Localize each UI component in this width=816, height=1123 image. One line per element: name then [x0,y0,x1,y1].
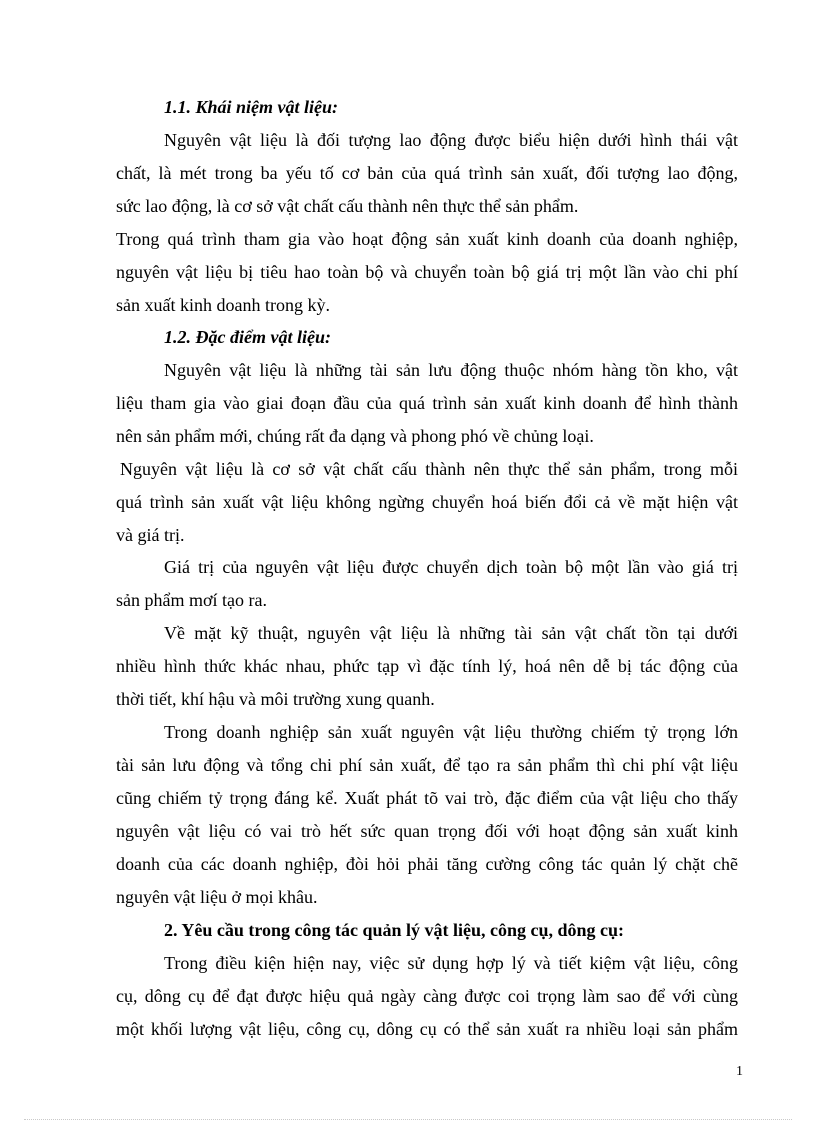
paragraph-line: chất, là mét trong ba yếu tố cơ bản của quá trình sản xuất, đối tượng lao động, [116,163,738,183]
page-footer-divider [24,1119,792,1120]
paragraph-line: Trong doanh nghiệp sản xuất nguyên vật liệu thường chiếm tỷ trọng lớn [164,722,738,742]
paragraph-line: doanh của các doanh nghiệp, đòi hỏi phải tăng cường công tác quản lý chặt chẽ [116,854,738,874]
paragraph-line: nhiều hình thức khác nhau, phức tạp vì đặc tính lý, hoá nên dễ bị tác động của [116,656,738,676]
paragraph-line: Nguyên vật liệu là những tài sản lưu động thuộc nhóm hàng tồn kho, vật [164,360,738,380]
paragraph-line: một khối lượng vật liệu, công cụ, dông cụ có thể sản xuất ra nhiều loại sản phẩm [116,1019,738,1039]
heading-1-1: 1.1. Khái niệm vật liệu: [164,97,339,117]
paragraph-line: cũng chiếm tỷ trọng đáng kể. Xuất phát tõ vai trò, đặc điểm của vật liệu cho thấy [116,788,738,808]
heading-1-2: 1.2. Đặc điểm vật liệu: [164,327,331,347]
paragraph-line: liệu tham gia vào giai đoạn đầu của quá trình sản xuất kinh doanh để hình thành [116,393,738,413]
paragraph-line: sản xuất kinh doanh trong kỳ. [116,295,330,315]
paragraph-line: sức lao động, là cơ sở vật chất cấu thành nên thực thể sản phẩm. [116,196,579,216]
page-number: 1 [736,1064,743,1079]
paragraph-line: Trong quá trình tham gia vào hoạt động sản xuất kinh doanh của doanh nghiệp, [116,229,738,249]
paragraph-line: nguyên vật liệu ở mọi khâu. [116,887,318,907]
paragraph-line: Nguyên vật liệu là cơ sở vật chất cấu thành nên thực thể sản phẩm, trong mỗi [120,459,738,479]
paragraph-line: Về mặt kỹ thuật, nguyên vật liệu là những tài sản vật chất tồn tại dưới [164,623,738,643]
paragraph-line: và giá trị. [116,525,185,545]
paragraph-line: Trong điều kiện hiện nay, việc sử dụng hợp lý và tiết kiệm vật liệu, công [164,953,738,973]
paragraph-line: tài sản lưu động và tổng chi phí sản xuất, để tạo ra sản phẩm thì chi phí vật liệu [116,755,738,775]
paragraph-line: quá trình sản xuất vật liệu không ngừng chuyển hoá biến đổi cả về mặt hiện vật [116,492,738,512]
paragraph-line: nên sản phẩm mới, chúng rất đa dạng và phong phó về chủng loại. [116,426,594,446]
paragraph-line: nguyên vật liệu có vai trò hết sức quan trọng đối với hoạt động sản xuất kinh [116,821,738,841]
paragraph-line: nguyên vật liệu bị tiêu hao toàn bộ và chuyển toàn bộ giá trị một lần vào chi phí [116,262,738,282]
paragraph-line: Giá trị của nguyên vật liệu được chuyển dịch toàn bộ một lần vào giá trị [164,557,738,577]
paragraph-line: thời tiết, khí hậu và môi trường xung quanh. [116,689,435,709]
heading-2: 2. Yêu cầu trong công tác quản lý vật liệu, công cụ, dông cụ: [164,920,625,940]
paragraph-line: cụ, dông cụ để đạt được hiệu quả ngày càng được coi trọng làm sao để với cùng [116,986,738,1006]
paragraph-line: Nguyên vật liệu là đối tượng lao động được biểu hiện dưới hình thái vật [164,130,738,150]
paragraph-line: sản phẩm mơí tạo ra. [116,590,267,610]
